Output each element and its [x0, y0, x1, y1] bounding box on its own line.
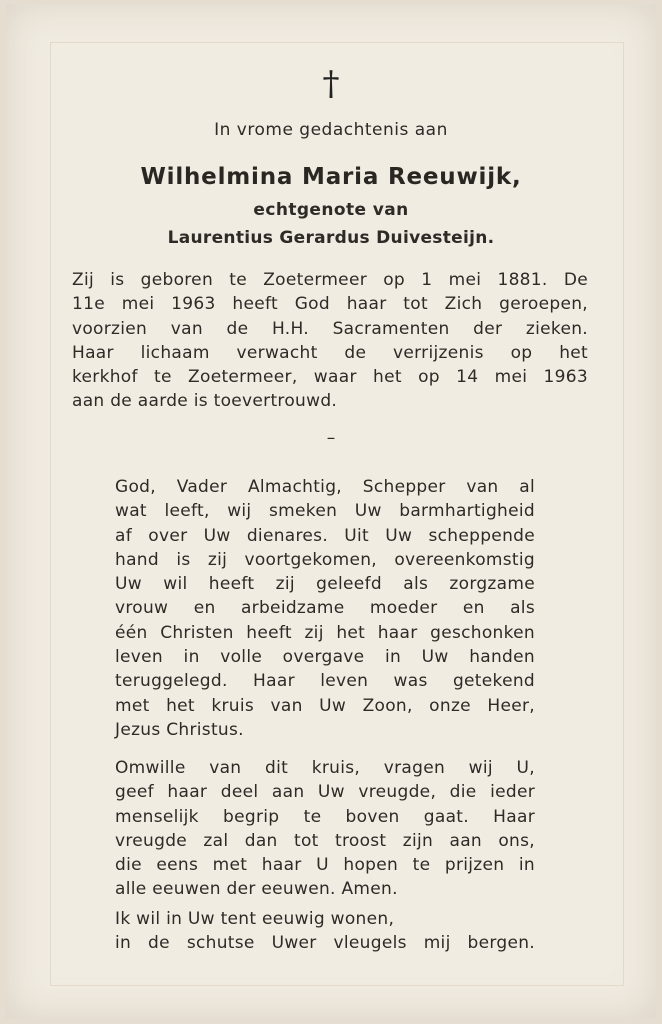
- prayer-line: in de schutse Uwer vleugels mij bergen.: [115, 933, 535, 954]
- prayer-line: Ik wil in Uw tent eeuwig wonen,: [115, 909, 395, 929]
- deceased-name: Wilhelmina Maria Reeuwijk,: [140, 164, 522, 190]
- prayer-line: één Christen heeft zij het haar geschonken: [115, 622, 535, 643]
- prayer-line: wat leeft, wij smeken Uw barmhartigheid: [115, 501, 535, 522]
- prayer-paragraph-1: [115, 475, 535, 742]
- section-separator: –: [326, 428, 336, 448]
- prayer-line: teruggelegd. Haar leven was getekend: [115, 671, 535, 692]
- prayer-line: die eens met haar U hopen te prijzen in: [115, 855, 535, 876]
- biography-line: kerkhof te Zoetermeer, waar het op 14 mei 1963: [72, 367, 588, 388]
- prayer-line: Jezus Christus.: [115, 719, 244, 740]
- prayer-paragraph-3: [115, 907, 535, 956]
- prayer-line: af over Uw dienares. Uit Uw scheppende: [115, 525, 535, 546]
- spouse-label: echtgenote van: [253, 200, 409, 220]
- prayer-line: vrouw en arbeidzame moeder en als: [115, 598, 535, 619]
- biography-line: Haar lichaam verwacht de verrijzenis op het: [72, 342, 588, 363]
- prayer-paragraph-2: [115, 756, 535, 902]
- prayer-line: hand is zij voortgekomen, overeenkomstig: [115, 549, 535, 570]
- biography-line: aan de aarde is toevertrouwd.: [72, 391, 338, 412]
- prayer-line: Omwille van dit kruis, vragen wij U,: [115, 758, 535, 778]
- prayer-line: God, Vader Almachtig, Schepper van al: [115, 477, 535, 497]
- intro-text: In vrome gedachtenis aan: [214, 120, 448, 140]
- prayer-line: leven in volle overgave in Uw handen: [115, 647, 535, 668]
- biography-line: voorzien van de H.H. Sacramenten der zieken.: [72, 318, 588, 339]
- cross-icon: †: [322, 64, 340, 104]
- prayer-line: menselijk begrip te boven gaat. Haar: [115, 806, 535, 827]
- prayer-line: met het kruis van Uw Zoon, onze Heer,: [115, 695, 535, 716]
- prayer-line: vreugde zal dan tot troost zijn aan ons,: [115, 830, 535, 851]
- biography: [72, 268, 588, 414]
- spouse-name: Laurentius Gerardus Duivesteijn.: [167, 228, 495, 248]
- prayer-line: Uw wil heeft zij geleefd als zorgzame: [115, 574, 535, 595]
- biography-line: Zij is geboren te Zoetermeer op 1 mei 1881. De: [72, 270, 588, 290]
- prayer-line: geef haar deel aan Uw vreugde, die ieder: [115, 782, 535, 803]
- biography-line: 11e mei 1963 heeft God haar tot Zich geroepen,: [72, 294, 588, 315]
- prayer-line: alle eeuwen der eeuwen. Amen.: [115, 879, 398, 900]
